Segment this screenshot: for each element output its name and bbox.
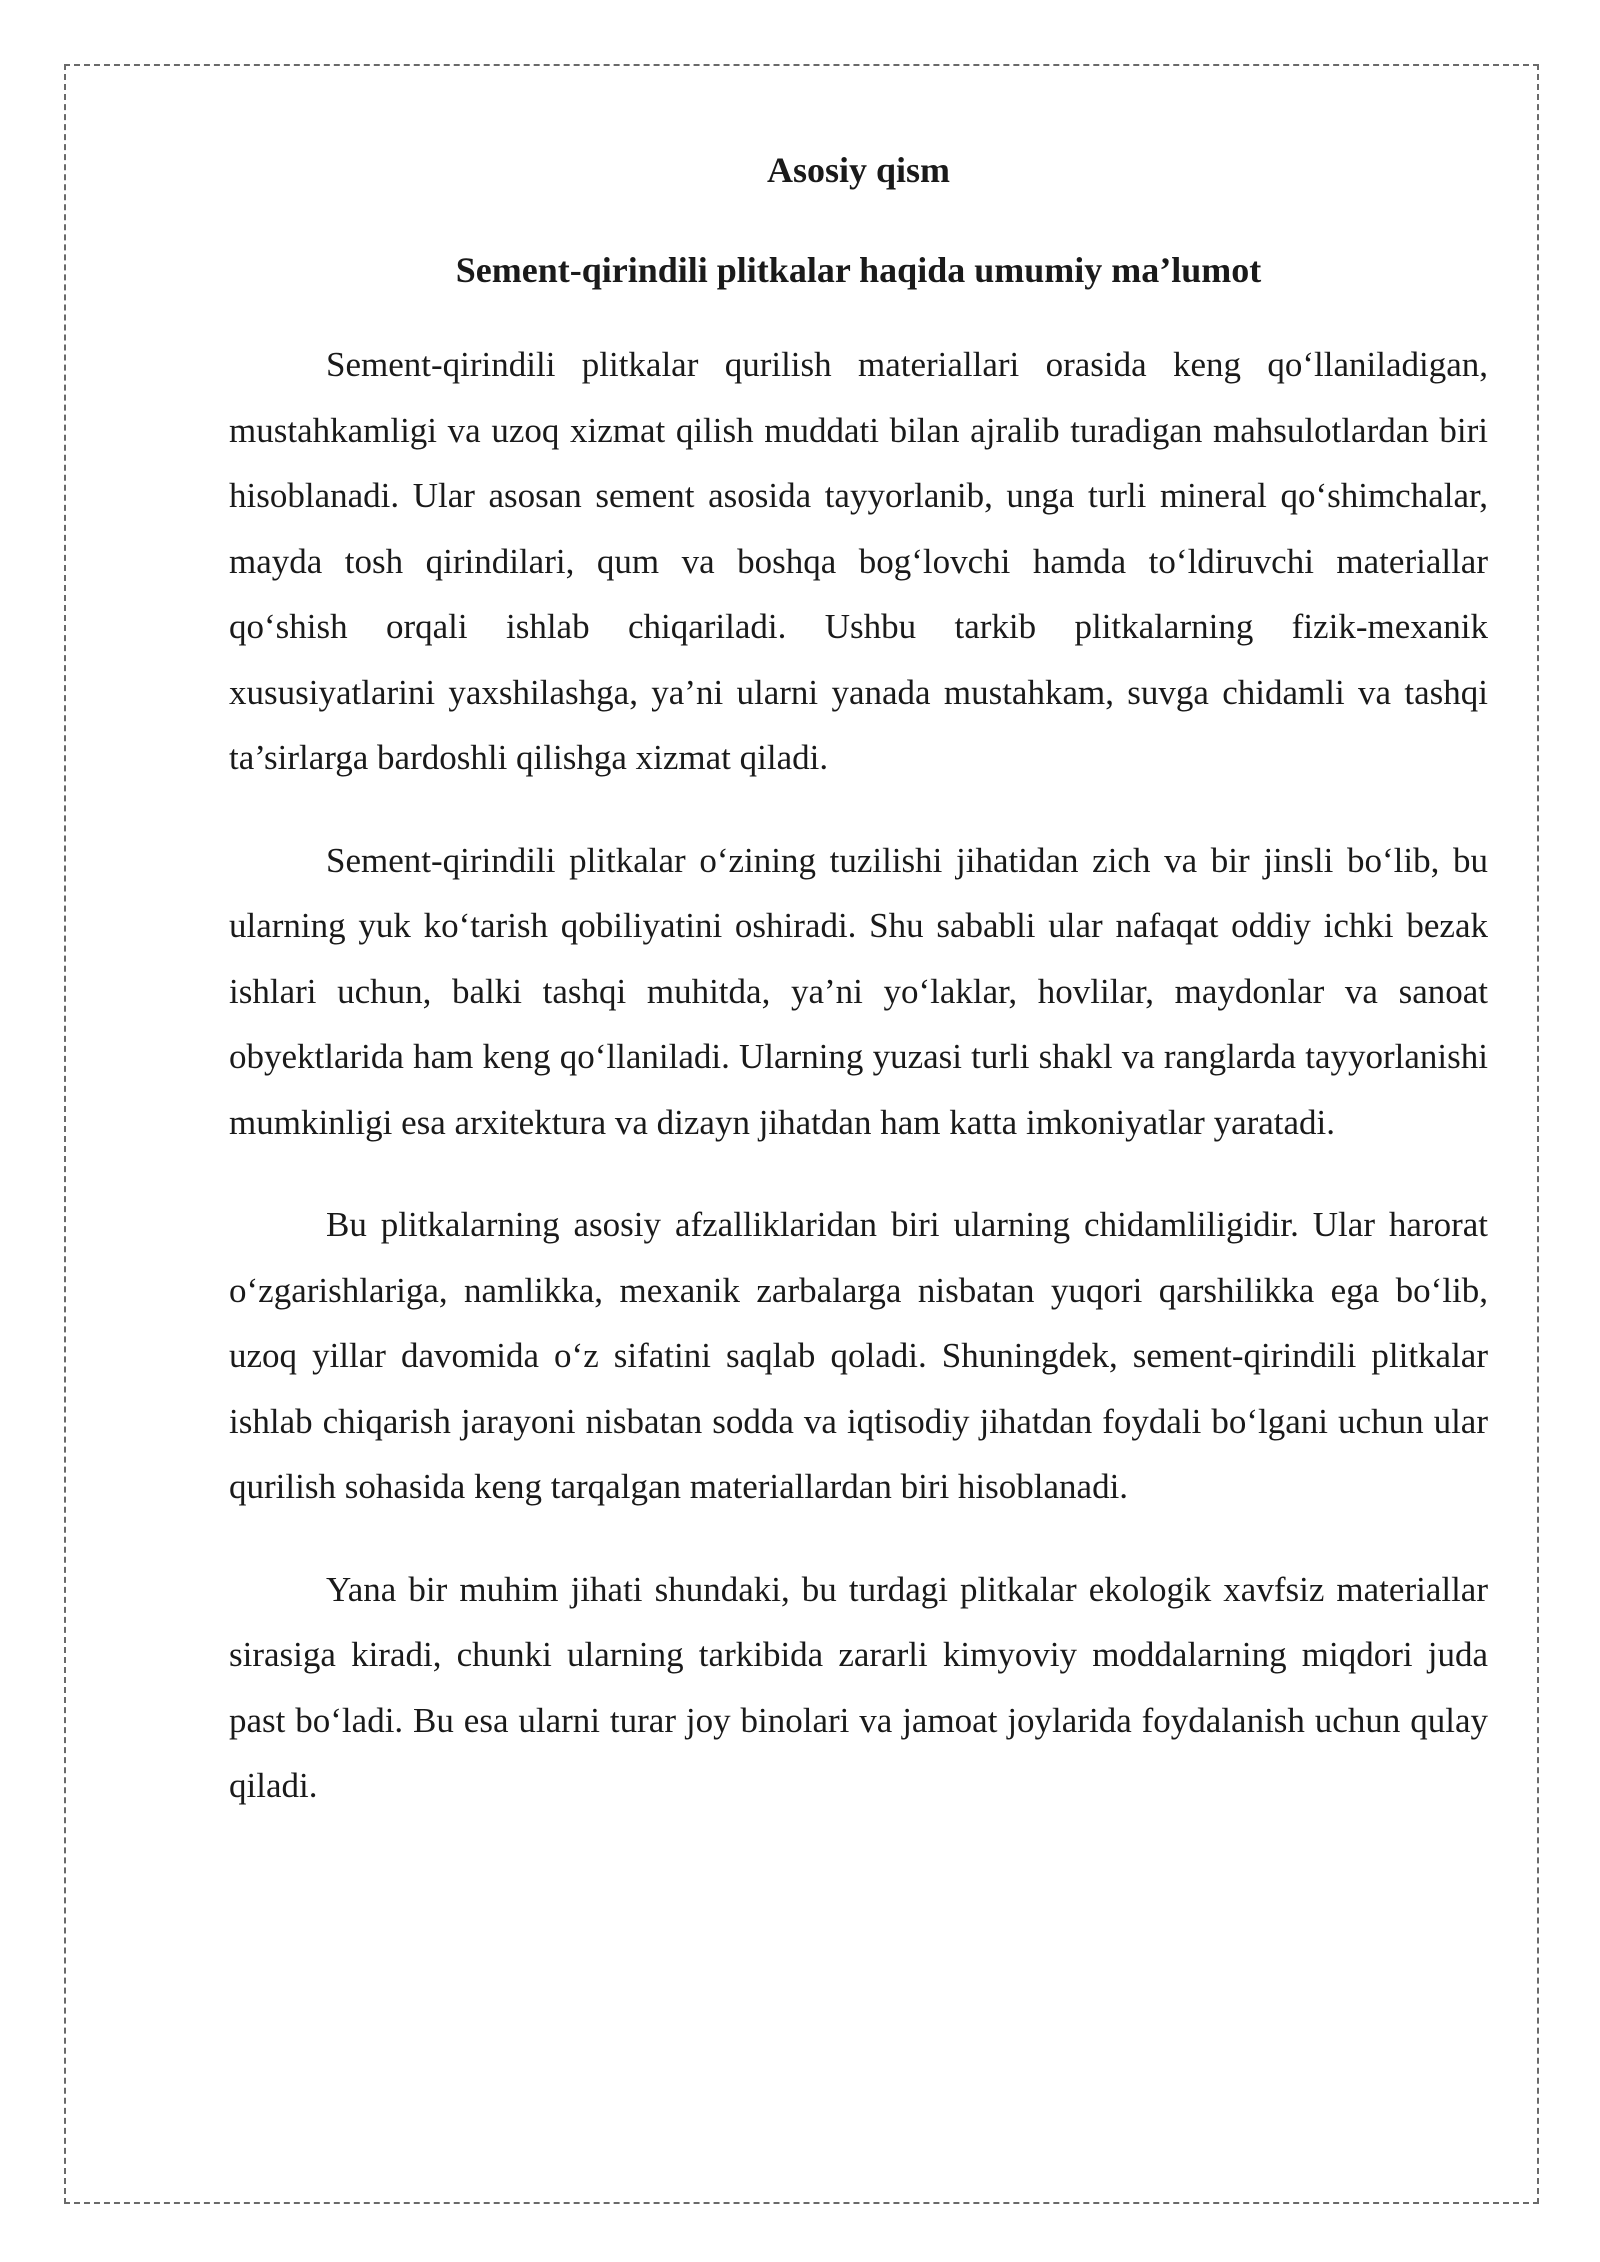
paragraph-2: Sement-qirindili plitkalar o‘zining tuzilishi jihatidan zich va bir jinsli bo‘lib, bu ularning yuk ko‘tarish qobiliyatini oshiradi. Shu sababli ular nafaqat oddiy ichki bezak ishlari uchun, balki tashqi muhitda, ya’ni yo‘laklar, hovlilar, maydonlar va sanoat obyektlarida ham keng qo‘llaniladi. Ularning yuzasi turli shakl va ranglarda tayyorlanishi mumkinligi esa arxitektura va dizayn jihatdan ham katta imkoniyatlar yaratadi. (229, 840, 1488, 1142)
section-title: Asosiy qism (766, 150, 951, 190)
document-body (229, 148, 1488, 1856)
paragraph-3: Bu plitkalarning asosiy afzalliklaridan biri ularning chidamliligidir. Ular harorat o‘zgarishlariga, namlikka, mexanik zarbalarga nisbatan yuqori qarshilikka ega bo‘lib, uzoq yillar davomida o‘z sifatini saqlab qoladi. Shuningdek, sement-qirindili plitkalar ishlab chiqarish jarayoni nisbatan sodda va iqtisodiy jihatdan foydali bo‘lgani uchun ular qurilish sohasida keng tarqalgan materiallardan biri hisoblanadi. (229, 1205, 1488, 1506)
paragraph-4: Yana bir muhim jihati shundaki, bu turdagi plitkalar ekologik xavfsiz materiallar sirasiga kiradi, chunki ularning tarkibida zararli kimyoviy moddalarning miqdori juda past bo‘ladi. Bu esa ularni turar joy binolari va jamoat joylarida foydalanish uchun qulay qiladi. (229, 1569, 1488, 1805)
paragraph-1: Sement-qirindili plitkalar qurilish materiallari orasida keng qo‘llaniladigan, mustahkamligi va uzoq xizmat qilish muddati bilan ajralib turadigan mahsulotlardan biri hisoblanadi. Ular asosan sement asosida tayyorlanib, unga turli mineral qo‘shimchalar, mayda tosh qirindilari, qum va boshqa bog‘lovchi hamda to‘ldiruvchi materiallar qo‘shish orqali ishlab chiqariladi. Ushbu tarkib plitkalarning fizik-mexanik xususiyatlarini yaxshilashga, ya’ni ularni yanada mustahkam, suvga chidamli va tashqi ta’sirlarga bardoshli qilishga xizmat qiladi. (229, 345, 1488, 777)
section-subtitle: Sement-qirindili plitkalar haqida umumiy ma’lumot (455, 250, 1262, 290)
